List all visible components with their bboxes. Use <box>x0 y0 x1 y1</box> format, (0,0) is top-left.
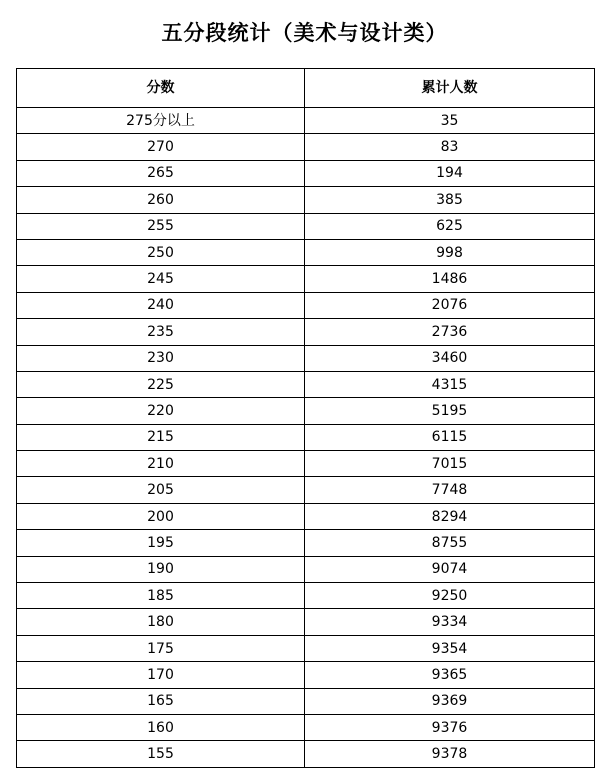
score-cell: 195 <box>17 530 305 556</box>
score-cell: 200 <box>17 503 305 529</box>
score-cell: 275分以上 <box>17 108 305 134</box>
cumulative-count-cell: 83 <box>305 134 595 160</box>
header-row <box>17 69 595 108</box>
table-row <box>17 319 595 345</box>
cumulative-count-cell: 194 <box>305 160 595 186</box>
table-row <box>17 635 595 661</box>
cumulative-count-cell: 35 <box>305 108 595 134</box>
score-cell: 190 <box>17 556 305 582</box>
cumulative-count-cell: 2736 <box>305 319 595 345</box>
table-row <box>17 530 595 556</box>
cumulative-count-cell: 6115 <box>305 424 595 450</box>
score-cell: 235 <box>17 319 305 345</box>
score-cell: 250 <box>17 239 305 265</box>
table-row <box>17 741 595 767</box>
cumulative-count-cell: 8294 <box>305 503 595 529</box>
cumulative-count-cell: 7748 <box>305 477 595 503</box>
cumulative-count-cell: 385 <box>305 187 595 213</box>
score-cell: 215 <box>17 424 305 450</box>
table-row <box>17 424 595 450</box>
table-row <box>17 477 595 503</box>
cumulative-count-cell: 9250 <box>305 583 595 609</box>
cumulative-count-cell: 998 <box>305 239 595 265</box>
cumulative-count-cell: 9369 <box>305 688 595 714</box>
cumulative-count-cell: 9334 <box>305 609 595 635</box>
score-cell: 220 <box>17 398 305 424</box>
table-row <box>17 583 595 609</box>
score-cell: 240 <box>17 292 305 318</box>
cumulative-count-cell: 9365 <box>305 662 595 688</box>
table-header <box>17 69 595 108</box>
table-row <box>17 371 595 397</box>
score-cell: 270 <box>17 134 305 160</box>
score-cell: 255 <box>17 213 305 239</box>
cumulative-count-cell: 9074 <box>305 556 595 582</box>
table-row <box>17 609 595 635</box>
cumulative-count-cell: 9376 <box>305 714 595 740</box>
score-cell: 265 <box>17 160 305 186</box>
table-row <box>17 187 595 213</box>
score-cell: 175 <box>17 635 305 661</box>
score-cell: 160 <box>17 714 305 740</box>
cumulative-count-cell: 9378 <box>305 741 595 767</box>
table-row <box>17 345 595 371</box>
table-row <box>17 292 595 318</box>
score-cell: 230 <box>17 345 305 371</box>
table-row <box>17 503 595 529</box>
score-cell: 180 <box>17 609 305 635</box>
table-row <box>17 714 595 740</box>
score-cell: 205 <box>17 477 305 503</box>
table-row <box>17 213 595 239</box>
score-cell: 225 <box>17 371 305 397</box>
score-cell: 170 <box>17 662 305 688</box>
table-row <box>17 556 595 582</box>
score-cell: 210 <box>17 451 305 477</box>
table-row <box>17 398 595 424</box>
table-row <box>17 688 595 714</box>
table-row <box>17 108 595 134</box>
score-cell: 155 <box>17 741 305 767</box>
table-row <box>17 662 595 688</box>
table-row <box>17 134 595 160</box>
column-header-cumulative-count: 累计人数 <box>305 69 595 108</box>
cumulative-count-cell: 3460 <box>305 345 595 371</box>
table-row <box>17 266 595 292</box>
score-cell: 165 <box>17 688 305 714</box>
table-body <box>17 108 595 768</box>
cumulative-count-cell: 1486 <box>305 266 595 292</box>
cumulative-count-cell: 7015 <box>305 451 595 477</box>
column-header-score: 分数 <box>17 69 305 108</box>
score-cell: 245 <box>17 266 305 292</box>
score-distribution-table <box>16 68 595 768</box>
cumulative-count-cell: 5195 <box>305 398 595 424</box>
cumulative-count-cell: 8755 <box>305 530 595 556</box>
cumulative-count-cell: 625 <box>305 213 595 239</box>
table-row <box>17 451 595 477</box>
cumulative-count-cell: 4315 <box>305 371 595 397</box>
cumulative-count-cell: 9354 <box>305 635 595 661</box>
page-title: 五分段统计（美术与设计类） <box>161 20 448 45</box>
table-row <box>17 160 595 186</box>
table-row <box>17 239 595 265</box>
score-cell: 260 <box>17 187 305 213</box>
score-cell: 185 <box>17 583 305 609</box>
cumulative-count-cell: 2076 <box>305 292 595 318</box>
